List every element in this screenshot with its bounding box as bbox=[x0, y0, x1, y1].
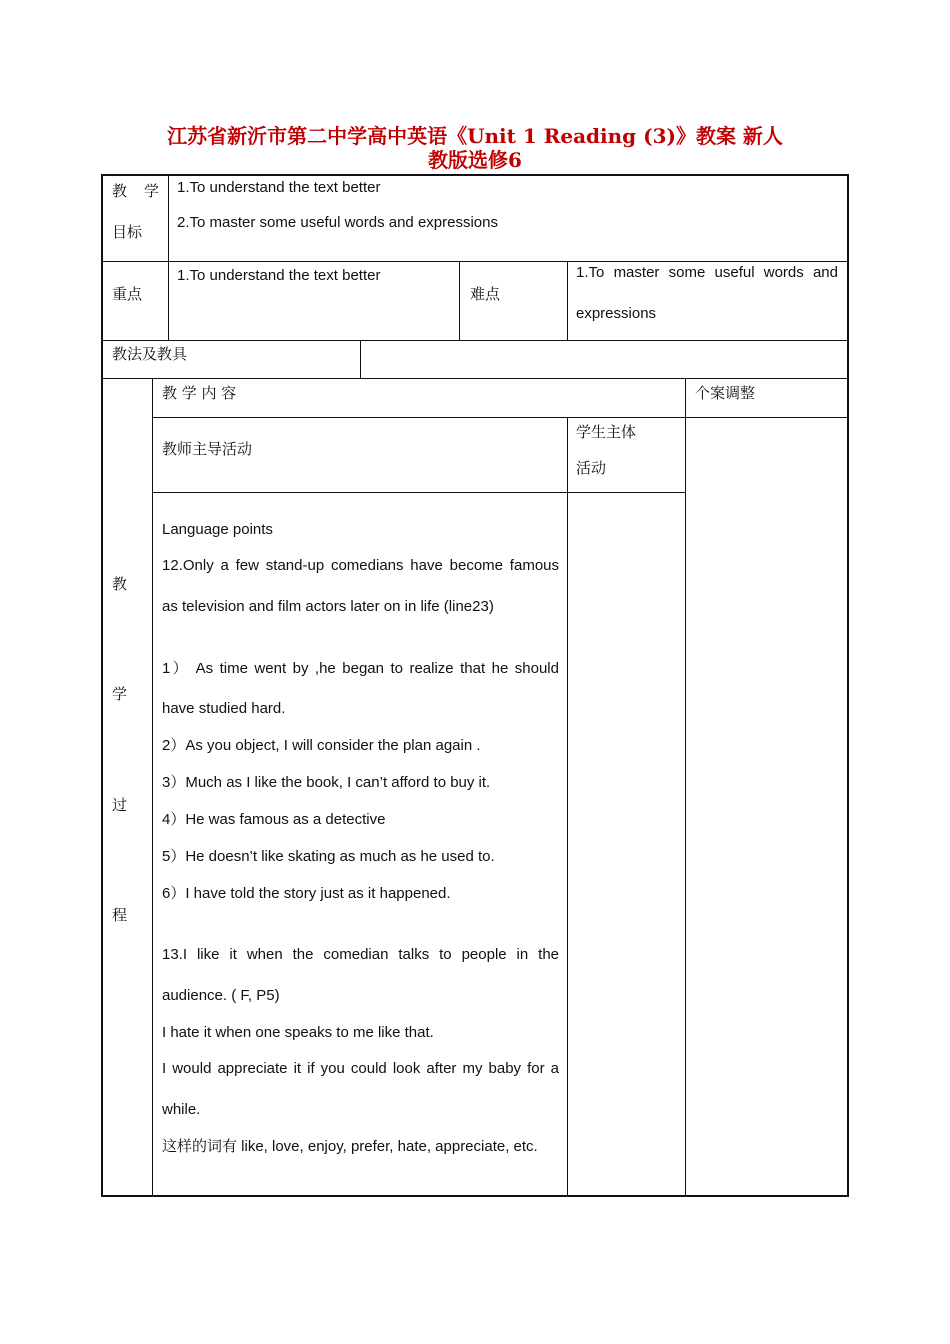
col-divider bbox=[152, 378, 153, 1196]
title-line-2: 教版选修6 bbox=[428, 148, 522, 172]
example-2: 2）As you object, I will consider the plan again . bbox=[162, 737, 481, 754]
example-1-line-1: 1） As time went by ,he began to realize that he should bbox=[162, 660, 559, 677]
adjust-header: 个案调整 bbox=[695, 384, 756, 402]
objective-1: 1.To understand the text better bbox=[177, 179, 381, 196]
table-border-top bbox=[101, 174, 849, 176]
example-8-line-1: I would appreciate it if you could look after my baby for a bbox=[162, 1060, 559, 1077]
row-divider bbox=[152, 492, 685, 493]
table-border-right bbox=[847, 174, 849, 1197]
key-point-value: 1.To understand the text better bbox=[177, 267, 381, 284]
page-title bbox=[100, 124, 850, 172]
student-header-line-2: 活动 bbox=[576, 459, 607, 477]
title-line-1: 江苏省新沂市第二中学高中英语《Unit 1 Reading (3)》教案 新人 bbox=[167, 124, 783, 148]
content-header: 教 学 内 容 bbox=[162, 384, 237, 402]
objectives-label-2: 学 bbox=[144, 182, 160, 200]
item-13-line-2: audience. ( F, P5) bbox=[162, 987, 280, 1004]
col-divider bbox=[360, 340, 361, 378]
example-1-line-2: have studied hard. bbox=[162, 700, 286, 717]
difficulty-label: 难点 bbox=[470, 285, 501, 303]
summary-line: 这样的词有 like, love, enjoy, prefer, hate, appreciate, etc. bbox=[162, 1138, 538, 1155]
example-6: 6）I have told the story just as it happened. bbox=[162, 885, 451, 902]
row-divider bbox=[101, 378, 849, 379]
objectives-label-3: 目标 bbox=[112, 223, 143, 241]
process-label-4: 程 bbox=[112, 906, 128, 924]
process-label-1: 教 bbox=[112, 575, 128, 593]
item-12-line-2: as television and film actors later on in life (line23) bbox=[162, 598, 494, 615]
key-point-label: 重点 bbox=[112, 285, 143, 303]
table-border-bottom bbox=[101, 1195, 849, 1197]
teacher-header: 教师主导活动 bbox=[162, 440, 253, 458]
example-8-line-2: while. bbox=[162, 1101, 201, 1118]
row-divider bbox=[101, 261, 849, 262]
student-header-line-1: 学生主体 bbox=[576, 423, 637, 441]
item-12-line-1: 12.Only a few stand-up comedians have become famous bbox=[162, 557, 559, 574]
example-7: I hate it when one speaks to me like that. bbox=[162, 1024, 434, 1041]
col-divider bbox=[168, 174, 169, 340]
row-divider bbox=[101, 340, 849, 341]
col-divider bbox=[567, 417, 568, 1196]
difficulty-value-line-1: 1.To master some useful words and bbox=[576, 264, 838, 281]
content-heading: Language points bbox=[162, 521, 273, 538]
objective-2: 2.To master some useful words and expressions bbox=[177, 214, 498, 231]
example-4: 4）He was famous as a detective bbox=[162, 811, 386, 828]
process-label-3: 过 bbox=[112, 796, 128, 814]
process-label-2: 学 bbox=[112, 685, 128, 703]
row-divider bbox=[152, 417, 849, 418]
methods-label: 教法及教具 bbox=[112, 345, 188, 363]
item-13-line-1: 13.I like it when the comedian talks to people in the bbox=[162, 946, 559, 963]
difficulty-value-line-2: expressions bbox=[576, 305, 657, 322]
col-divider bbox=[567, 261, 568, 340]
table-border-left bbox=[101, 174, 103, 1197]
objectives-label-1: 教 bbox=[112, 182, 128, 200]
example-3: 3）Much as I like the book, I can’t afford to buy it. bbox=[162, 774, 491, 791]
example-5: 5）He doesn’t like skating as much as he used to. bbox=[162, 848, 495, 865]
col-divider bbox=[459, 261, 460, 340]
col-divider bbox=[685, 378, 686, 1196]
